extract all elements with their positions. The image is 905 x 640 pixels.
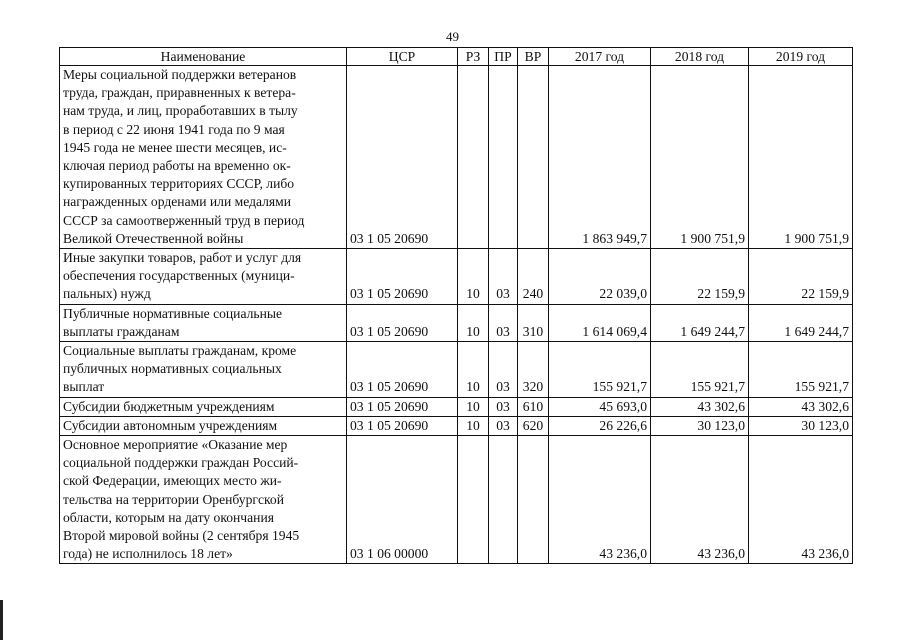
amount-2019: 43 302,6: [749, 397, 853, 416]
header-pr: ПР: [489, 48, 518, 66]
row-name-line: Публичные нормативные социальные: [63, 305, 283, 321]
amount-2018: 1 649 244,7: [651, 304, 749, 341]
csr-cell: 03 1 05 20690: [347, 66, 458, 249]
table-row: [60, 416, 853, 435]
header-rz: РЗ: [458, 48, 489, 66]
row-name: [60, 342, 347, 398]
amount-2019: 22 159,9: [749, 249, 853, 305]
csr-cell: 03 1 05 20690: [347, 397, 458, 416]
rz-cell: [458, 436, 489, 564]
row-name-line: тельства на территории Оренбургской: [63, 491, 284, 507]
row-name: [60, 416, 347, 435]
amount-2018: 22 159,9: [651, 249, 749, 305]
amount-2018: 30 123,0: [651, 416, 749, 435]
row-name-line: социальной поддержки граждан Россий-: [63, 455, 299, 471]
row-name-line: публичных нормативных социальных: [63, 361, 282, 377]
vr-cell: 620: [518, 416, 549, 435]
row-name: [60, 397, 347, 416]
amount-2017: 22 039,0: [549, 249, 651, 305]
row-name-line: обеспечения государственных (муници-: [63, 268, 295, 284]
amount-2017: 155 921,7: [549, 342, 651, 398]
row-name-line: пальных) нужд: [63, 286, 151, 302]
amount-2018: 155 921,7: [651, 342, 749, 398]
row-name-line: выплаты гражданам: [63, 323, 180, 339]
budget-table: [59, 47, 853, 564]
row-name-line: года) не исполнилось 18 лет»: [63, 546, 233, 562]
row-name-line: области, которым на дату окончания: [63, 509, 274, 525]
csr-cell: 03 1 05 20690: [347, 249, 458, 305]
row-name-line: СССР за самоотверженный труд в период: [63, 212, 305, 228]
amount-2019: 155 921,7: [749, 342, 853, 398]
row-name-line: награжденных орденами или медалями: [63, 194, 292, 210]
vr-cell: 240: [518, 249, 549, 305]
scan-edge-mark: [0, 600, 3, 640]
vr-cell: [518, 66, 549, 249]
amount-2017: 45 693,0: [549, 397, 651, 416]
rz-cell: 10: [458, 249, 489, 305]
row-name-line: купированных территориях СССР, либо: [63, 176, 295, 192]
header-2019: 2019 год: [749, 48, 853, 66]
row-name: [60, 66, 347, 249]
amount-2017: 26 226,6: [549, 416, 651, 435]
header-vr: ВР: [518, 48, 549, 66]
header-name: Наименование: [60, 48, 347, 66]
table-row: [60, 436, 853, 564]
amount-2017: 1 614 069,4: [549, 304, 651, 341]
row-name: [60, 436, 347, 564]
row-name-line: Субсидии автономным учреждениям: [63, 417, 278, 433]
rz-cell: 10: [458, 397, 489, 416]
amount-2018: 43 236,0: [651, 436, 749, 564]
header-2017: 2017 год: [549, 48, 651, 66]
table-row: [60, 66, 853, 249]
row-name-line: в период с 22 июня 1941 года по 9 мая: [63, 121, 285, 137]
pr-cell: 03: [489, 416, 518, 435]
amount-2018: 1 900 751,9: [651, 66, 749, 249]
pr-cell: 03: [489, 397, 518, 416]
row-name: [60, 249, 347, 305]
pr-cell: 03: [489, 304, 518, 341]
amount-2018: 43 302,6: [651, 397, 749, 416]
table-row: [60, 342, 853, 398]
amount-2019: 1 649 244,7: [749, 304, 853, 341]
row-name-line: Социальные выплаты гражданам, кроме: [63, 343, 297, 359]
row-name-line: труда, граждан, приравненных к ветера-: [63, 85, 296, 101]
pr-cell: 03: [489, 342, 518, 398]
row-name-line: ской Федерации, имеющих место жи-: [63, 473, 282, 489]
rz-cell: 10: [458, 342, 489, 398]
header-csr: ЦСР: [347, 48, 458, 66]
vr-cell: [518, 436, 549, 564]
row-name-line: Основное мероприятие «Оказание мер: [63, 437, 288, 453]
row-name-line: нам труда, и лиц, проработавших в тылу: [63, 103, 298, 119]
row-name: [60, 304, 347, 341]
row-name-line: 1945 года не менее шести месяцев, ис-: [63, 139, 287, 155]
row-name-line: Меры социальной поддержки ветеранов: [63, 67, 297, 82]
pr-cell: 03: [489, 249, 518, 305]
csr-cell: 03 1 05 20690: [347, 416, 458, 435]
amount-2019: 43 236,0: [749, 436, 853, 564]
rz-cell: 10: [458, 304, 489, 341]
rz-cell: 10: [458, 416, 489, 435]
header-2018: 2018 год: [651, 48, 749, 66]
amount-2019: 30 123,0: [749, 416, 853, 435]
amount-2019: 1 900 751,9: [749, 66, 853, 249]
amount-2017: 43 236,0: [549, 436, 651, 564]
amount-2017: 1 863 949,7: [549, 66, 651, 249]
vr-cell: 610: [518, 397, 549, 416]
row-name-line: Великой Отечественной войны: [63, 230, 244, 246]
row-name-line: выплат: [63, 379, 105, 395]
table-body: [60, 66, 853, 564]
row-name-line: Иные закупки товаров, работ и услуг для: [63, 250, 302, 266]
page-number: 49: [446, 29, 459, 44]
table-row: [60, 397, 853, 416]
csr-cell: 03 1 06 00000: [347, 436, 458, 564]
table-row: [60, 304, 853, 341]
pr-cell: [489, 66, 518, 249]
csr-cell: 03 1 05 20690: [347, 342, 458, 398]
vr-cell: 310: [518, 304, 549, 341]
rz-cell: [458, 66, 489, 249]
csr-cell: 03 1 05 20690: [347, 304, 458, 341]
pr-cell: [489, 436, 518, 564]
header-row: [60, 48, 853, 66]
row-name-line: Второй мировой войны (2 сентября 1945: [63, 528, 300, 544]
row-name-line: Субсидии бюджетным учреждениям: [63, 398, 275, 414]
table-row: [60, 249, 853, 305]
vr-cell: 320: [518, 342, 549, 398]
row-name-line: ключая период работы на временно ок-: [63, 158, 291, 174]
